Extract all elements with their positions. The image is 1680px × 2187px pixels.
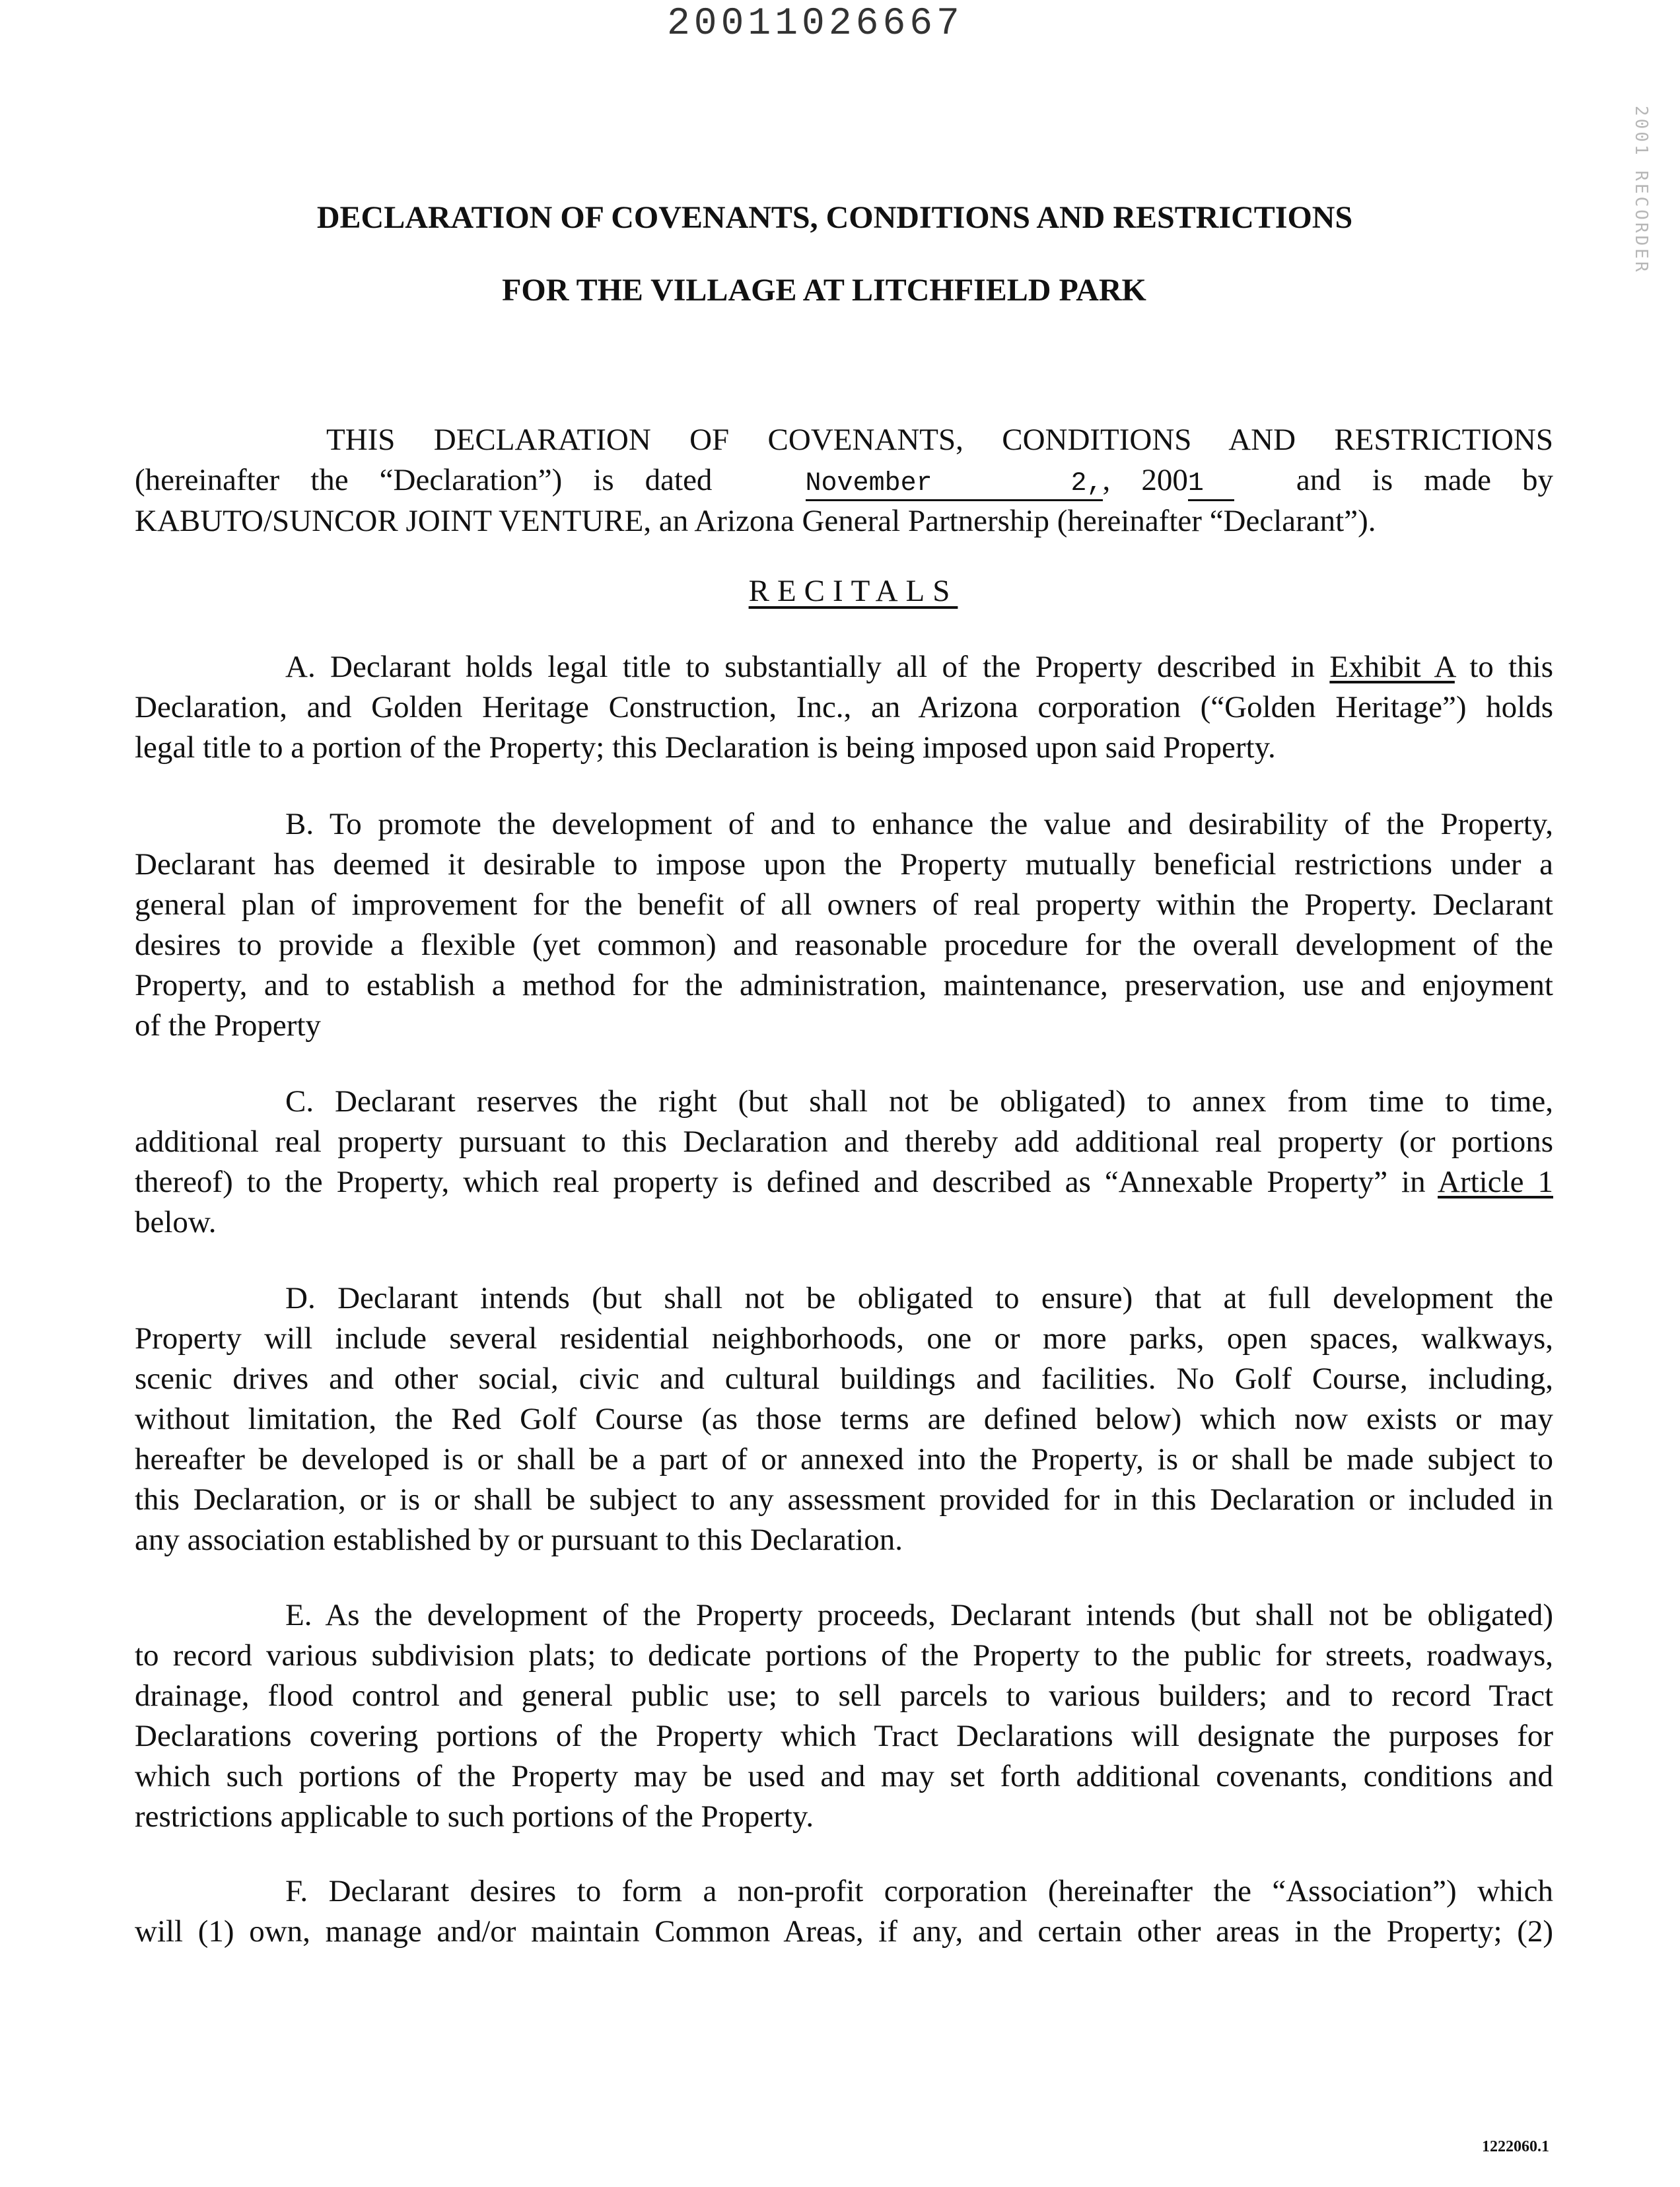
intro-line-2 — [135, 460, 1553, 501]
recital-d-line-1 — [135, 1278, 1553, 1319]
date-field: November 2, — [806, 469, 1103, 501]
recital-c-text-3: thereof) to the Property, which real property is defined and described as “Annexable Property” in — [135, 1165, 1426, 1199]
intro-made-by-text: and is made by — [1296, 463, 1554, 497]
recital-c — [135, 1082, 1553, 1243]
recital-c-line-1 — [135, 1082, 1553, 1122]
document-title-line-1: DECLARATION OF COVENANTS, CONDITIONS AND RESTRICTIONS — [316, 200, 1353, 235]
recital-d-line-2: Property will include several residential neighborhoods, one or more parks, open spaces, walkways, — [135, 1321, 1553, 1356]
recital-d-line-5: hereafter be developed is or shall be a part of or annexed into the Property, is or shall be made subject to — [135, 1442, 1553, 1476]
document-title-line-2: FOR THE VILLAGE AT LITCHFIELD PARK — [502, 273, 1146, 308]
article-1-reference: Article 1 — [1438, 1165, 1553, 1199]
recital-f-line-2: will (1) own, manage and/or maintain Common Areas, if any, and certain other areas in the Property; (2) — [135, 1914, 1553, 1949]
recital-f-line-1 — [135, 1871, 1553, 1912]
exhibit-a-reference: Exhibit A — [1329, 650, 1455, 684]
recital-a-text-end: to this — [1469, 650, 1554, 684]
recital-c-line-3 — [135, 1162, 1553, 1202]
recital-a-line-1 — [135, 647, 1553, 687]
recital-f-text: F. Declarant desires to form a non-profit corporation (hereinafter the “Association”) which — [285, 1874, 1553, 1908]
recital-a-line-3: legal title to a portion of the Property; this Declaration is being imposed upon said Property. — [135, 730, 1276, 765]
recital-e-text: E. As the development of the Property proceeds, Declarant intends (but shall not be obligated) — [285, 1598, 1553, 1632]
recital-e-line-6: restrictions applicable to such portions of the Property. — [135, 1799, 814, 1834]
intro-year-prefix: , 200 — [1102, 463, 1188, 497]
recorder-stamp: 2001 RECORDER — [1631, 106, 1651, 275]
recital-d-line-7: any association established by or pursuant to this Declaration. — [135, 1523, 903, 1557]
recital-b-line-3: general plan of improvement for the benefit of all owners of real property within the Property. Declarant — [135, 887, 1553, 922]
recital-c-line-4: below. — [135, 1205, 217, 1239]
recital-c-text: C. Declarant reserves the right (but shall not be obligated) to annex from time to time, — [285, 1084, 1553, 1119]
recital-b — [135, 804, 1553, 1046]
recording-number: 20011026667 — [667, 3, 963, 46]
intro-lead-text: THIS DECLARATION OF COVENANTS, CONDITIONS AND RESTRICTIONS — [326, 423, 1553, 457]
intro-line-3: KABUTO/SUNCOR JOINT VENTURE, an Arizona General Partnership (hereinafter “Declarant”). — [135, 504, 1376, 538]
recital-b-text: B. To promote the development of and to enhance the value and desirability of the Property, — [285, 807, 1553, 841]
intro-paragraph — [135, 420, 1553, 541]
recital-a-text: A. Declarant holds legal title to substantially all of the Property described in — [285, 650, 1315, 684]
recital-e-line-3: drainage, flood control and general public use; to sell parcels to various builders; and to record Tract — [135, 1679, 1553, 1713]
recital-e-line-4: Declarations covering portions of the Property which Tract Declarations will designate the purposes for — [135, 1719, 1553, 1753]
recital-f — [135, 1871, 1553, 1952]
recital-e — [135, 1595, 1553, 1837]
recital-e-line-2: to record various subdivision plats; to dedicate portions of the Property to the public for streets, roadways, — [135, 1638, 1553, 1673]
recital-a — [135, 647, 1553, 768]
intro-dated-text: (hereinafter the “Declaration”) is dated — [135, 463, 713, 497]
recital-d — [135, 1278, 1553, 1560]
recital-a-line-2: Declaration, and Golden Heritage Construction, Inc., an Arizona corporation (“Golden Heritage”) holds — [135, 690, 1553, 724]
footer-document-id: 1222060.1 — [1482, 2138, 1549, 2155]
recital-b-line-2: Declarant has deemed it desirable to impose upon the Property mutually beneficial restrictions under a — [135, 847, 1553, 882]
recital-b-line-5: Property, and to establish a method for the administration, maintenance, preservation, use and enjoyment — [135, 968, 1553, 1002]
intro-line-1 — [135, 420, 1553, 460]
recital-c-line-2: additional real property pursuant to this Declaration and thereby add additional real property (or portions — [135, 1125, 1553, 1159]
recital-b-line-6: of the Property — [135, 1008, 321, 1043]
recitals-heading: RECITALS — [748, 574, 958, 608]
recital-d-line-3: scenic drives and other social, civic and cultural buildings and facilities. No Golf Course, including, — [135, 1362, 1553, 1396]
recital-d-text: D. Declarant intends (but shall not be obligated to ensure) that at full development the — [285, 1281, 1553, 1315]
recital-d-line-4: without limitation, the Red Golf Course (as those terms are defined below) which now exists or may — [135, 1402, 1553, 1436]
recital-b-line-1 — [135, 804, 1553, 845]
recital-b-line-4: desires to provide a flexible (yet common) and reasonable procedure for the overall development of the — [135, 928, 1553, 962]
recital-e-line-1 — [135, 1595, 1553, 1636]
year-field: 1 — [1188, 469, 1234, 501]
recital-e-line-5: which such portions of the Property may be used and may set forth additional covenants, conditions and — [135, 1759, 1553, 1793]
recital-d-line-6: this Declaration, or is or shall be subject to any assessment provided for in this Declaration or included in — [135, 1482, 1553, 1517]
